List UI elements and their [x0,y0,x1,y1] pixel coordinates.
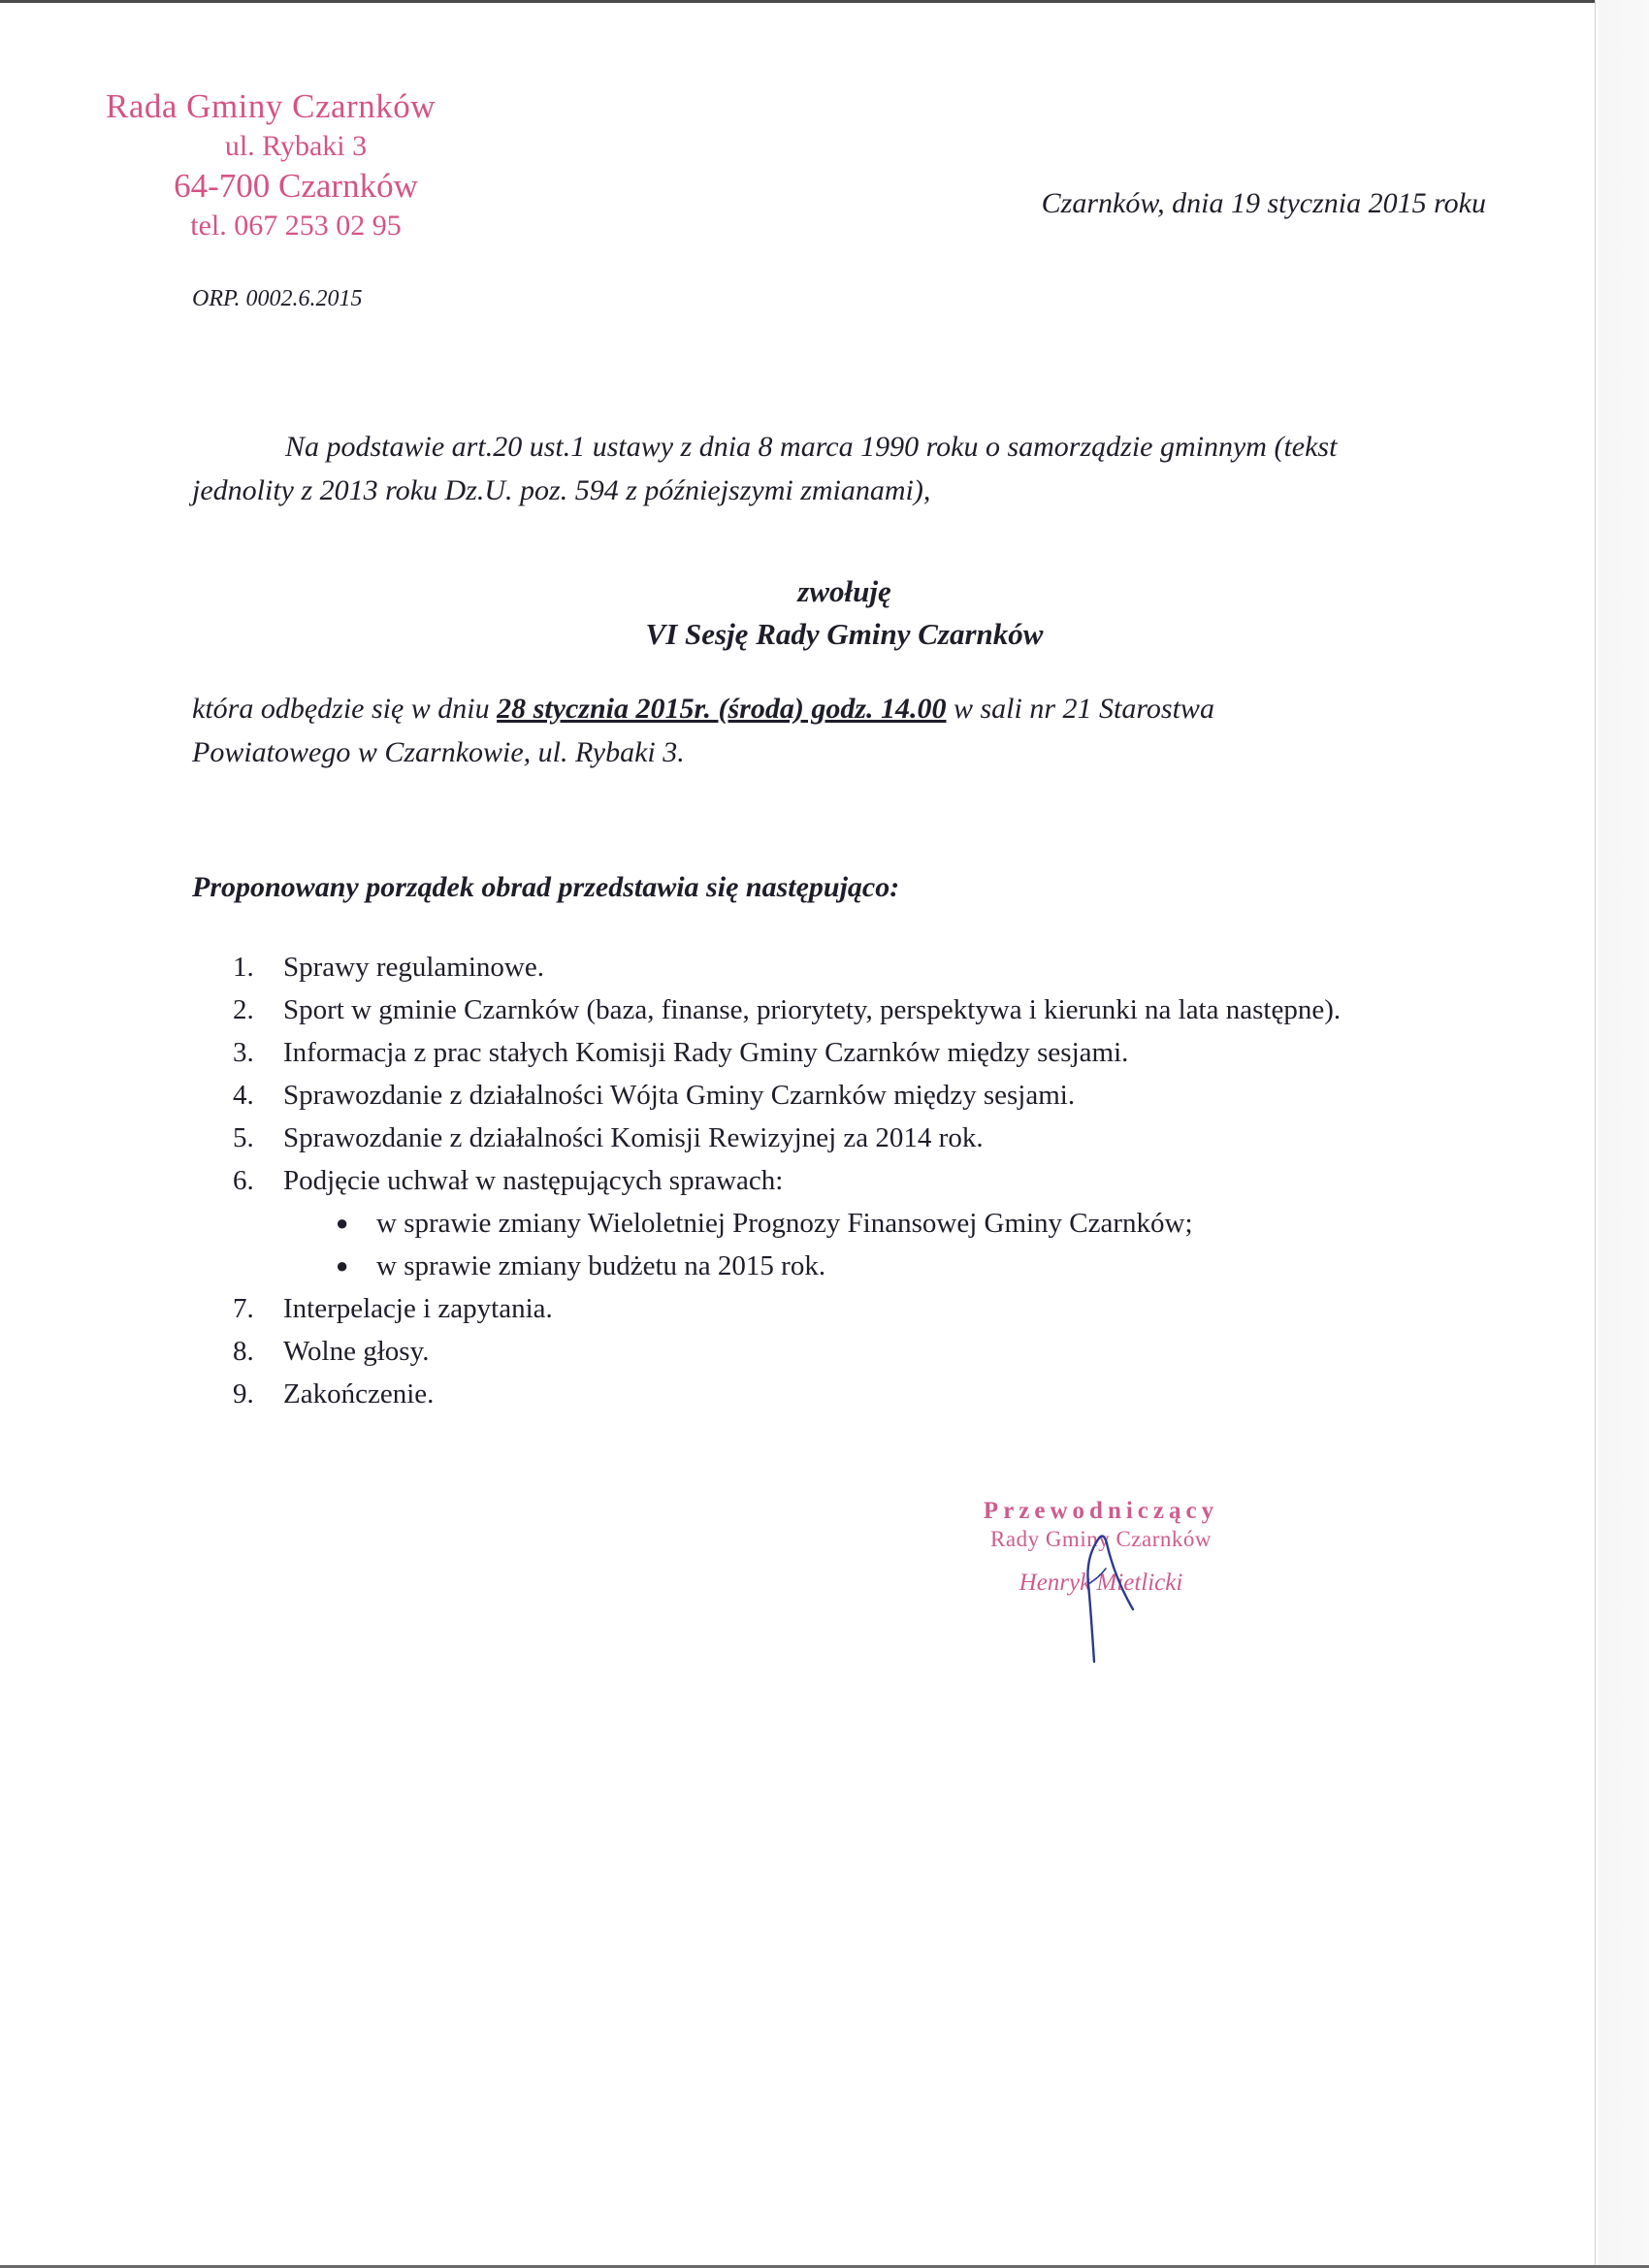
reference-number: ORP. 0002.6.2015 [192,286,363,311]
agenda-item-number: 6. [233,1165,254,1196]
agenda-item-number: 3. [233,1037,254,1068]
stamp-street: ul. Rybaki 3 [224,130,368,162]
scan-edge-top [0,0,1649,3]
agenda-heading: Proponowany porządek obrad przedstawia się następująco: [192,871,900,903]
agenda-sub-item [233,1202,1513,1245]
bullet-icon: ● [336,1211,349,1235]
convocation-verb: zwołuję [797,574,891,608]
agenda-item-number: 4. [233,1080,254,1111]
bullet-icon: ● [336,1253,349,1278]
agenda-item-text: Interpelacje i zapytania. [283,1293,553,1324]
convocation-block [192,570,1497,656]
agenda-item-number: 1. [233,952,254,983]
agenda-item-text: Podjęcie uchwał w następujących sprawach: [283,1165,784,1196]
agenda-item-number: 5. [233,1122,254,1153]
agenda-item [233,1074,1513,1117]
agenda-item [233,1159,1513,1202]
legal-basis-paragraph [192,425,1497,512]
agenda-item-text: Sprawozdanie z działalności Komisji Rewizyjnej za 2014 rok. [283,1122,984,1153]
agenda-item-number: 8. [233,1336,254,1367]
agenda-item [233,1287,1513,1330]
stamp-council-name: Rada Gminy Czarnków [106,87,436,125]
session-details-line-2: Powiatowego w Czarnkowie, ul. Rybaki 3. [192,736,685,768]
stamp-postal-city: 64-700 Czarnków [174,167,418,205]
agenda-item [233,1031,1513,1074]
session-title: VI Sesję Rady Gminy Czarnków [645,617,1044,651]
session-details-suffix: w sali nr 21 Starostwa [946,693,1214,725]
agenda-item-number: 9. [233,1378,254,1409]
agenda-item-number: 7. [233,1293,254,1324]
document-date: Czarnków, dnia 19 stycznia 2015 roku [1041,187,1486,219]
agenda-item [233,946,1513,988]
agenda-sub-item-text: w sprawie zmiany budżetu na 2015 rok. [376,1250,826,1281]
stamp-council: Rady Gminy Czarnków [990,1527,1212,1551]
agenda-sub-item [233,1245,1513,1287]
stamp-phone: tel. 067 253 02 95 [190,210,402,242]
agenda-item [233,1373,1513,1415]
agenda-item-text: Wolne głosy. [283,1336,430,1367]
legal-basis-line-2: jednolity z 2013 roku Dz.U. poz. 594 z późniejszymi zmianami), [192,474,931,506]
agenda-list [233,946,1513,1415]
agenda-item [233,1330,1513,1373]
agenda-item-text: Sport w gminie Czarnków (baza, finanse, priorytety, perspektywa i kierunki na lata następne). [283,994,1342,1025]
agenda-item-text: Sprawozdanie z działalności Wójta Gminy Czarnków między sesjami. [283,1080,1076,1111]
stamp-chairman-title: Przewodniczący [983,1498,1219,1524]
agenda-item [233,988,1513,1031]
session-details-line-1 [192,687,1497,730]
agenda-item-text: Zakończenie. [283,1378,435,1409]
agenda-item [233,1117,1513,1159]
scan-edge-right [1595,0,1649,2268]
sender-address-stamp [92,85,500,244]
agenda-item-text: Informacja z prac stałych Komisji Rady Gminy Czarnków między sesjami. [283,1037,1129,1068]
agenda-sub-item-text: w sprawie zmiany Wieloletniej Prognozy Finansowej Gminy Czarnków; [376,1208,1193,1239]
session-details-prefix: która odbędzie się w dniu [192,693,498,725]
session-details [192,687,1497,774]
stamp-chairman-name: Henryk Mietlicki [1018,1570,1183,1596]
agenda-item-text: Sprawy regulaminowe. [283,952,544,983]
legal-basis-line-1: Na podstawie art.20 ust.1 ustawy z dnia 8 marca 1990 roku o samorządzie gminnym (tekst [285,431,1338,463]
handwritten-signature-icon [1065,1516,1152,1671]
agenda-item-number: 2. [233,994,254,1025]
session-date-time: 28 stycznia 2015r. (środa) godz. 14.00 [497,693,947,725]
